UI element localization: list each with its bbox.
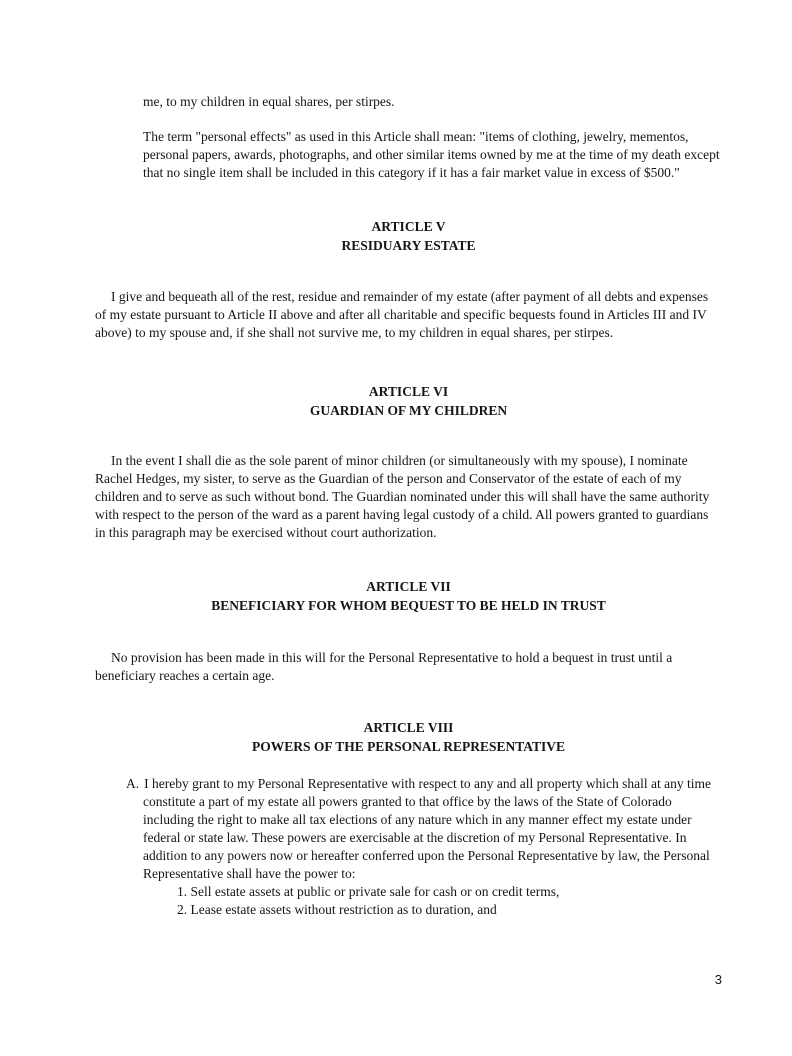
article-vi-section — [95, 382, 722, 542]
powers-list — [95, 883, 722, 919]
page-number: 3 — [714, 972, 722, 987]
article-vii-title: BENEFICIARY FOR WHOM BEQUEST TO BE HELD IN TRUST — [211, 598, 606, 613]
personal-effects-paragraph: The term "personal effects" as used in this Article shall mean: "items of clothing, jewelry, mementos, personal papers, awards, photographs, and other similar items owned by me at the time of my death except that no single item shall be included in this category if it has a fair market value in excess of $500." — [143, 129, 720, 180]
clause-a — [95, 775, 722, 883]
powers-list-item-1: 1. Sell estate assets at public or private sale for cash or on credit terms, — [177, 884, 560, 899]
article-v-number: ARTICLE V — [371, 219, 446, 234]
article-viii-number: ARTICLE VIII — [363, 720, 454, 735]
intro-section — [143, 0, 722, 182]
article-viii-heading — [95, 718, 722, 756]
article-v-body: I give and bequeath all of the rest, residue and remainder of my estate (after payment of all debts and expenses of my estate pursuant to Article II above and after all charitable and specific bequests found in Articles III and IV above) to my spouse and, if she shall not survive me, to my children in equal shares, per stirpes. — [95, 289, 709, 340]
article-vi-number: ARTICLE VI — [368, 384, 449, 399]
article-vii-section — [95, 577, 722, 685]
powers-list-item-2: 2. Lease estate assets without restriction as to duration, and — [177, 902, 497, 917]
article-vii-body: No provision has been made in this will for the Personal Representative to hold a bequest in trust until a beneficiary reaches a certain age. — [95, 650, 673, 683]
article-v-title: RESIDUARY ESTATE — [341, 238, 476, 253]
article-viii-title: POWERS OF THE PERSONAL REPRESENTATIVE — [251, 739, 566, 754]
clause-a-text: I hereby grant to my Personal Representative with respect to any and all property which shall at any time constitute a part of my estate all powers granted to that office by the laws of the State of Colorado including the right to make all tax elections of any nature which in any manner effect my estate under federal or state law. These powers are exercisable at the discretion of my Personal Representative. In addition to any powers now or hereafter conferred upon the Personal Representative by law, the Personal Representative shall have the power to: — [143, 776, 711, 881]
article-vi-body: In the event I shall die as the sole parent of minor children (or simultaneously with my spouse), I nominate Rachel Hedges, my sister, to serve as the Guardian of the person and Conservator of the estate of each of my children and to serve as such without bond. The Guardian nominated under this will shall have the same authority with respect to the person of the ward as a parent having legal custody of a child. All powers granted to guardians in this paragraph may be exercised without court authorization. — [95, 453, 710, 540]
article-vii-heading — [95, 577, 722, 615]
article-vii-number: ARTICLE VII — [366, 579, 451, 594]
article-vi-heading — [95, 382, 722, 420]
clause-a-label: A. — [126, 776, 140, 791]
article-v-heading — [95, 217, 722, 255]
article-v-section — [95, 217, 722, 342]
continuation-paragraph: me, to my children in equal shares, per stirpes. — [143, 94, 395, 109]
article-viii-section — [95, 718, 722, 919]
article-vi-title: GUARDIAN OF MY CHILDREN — [309, 403, 508, 418]
